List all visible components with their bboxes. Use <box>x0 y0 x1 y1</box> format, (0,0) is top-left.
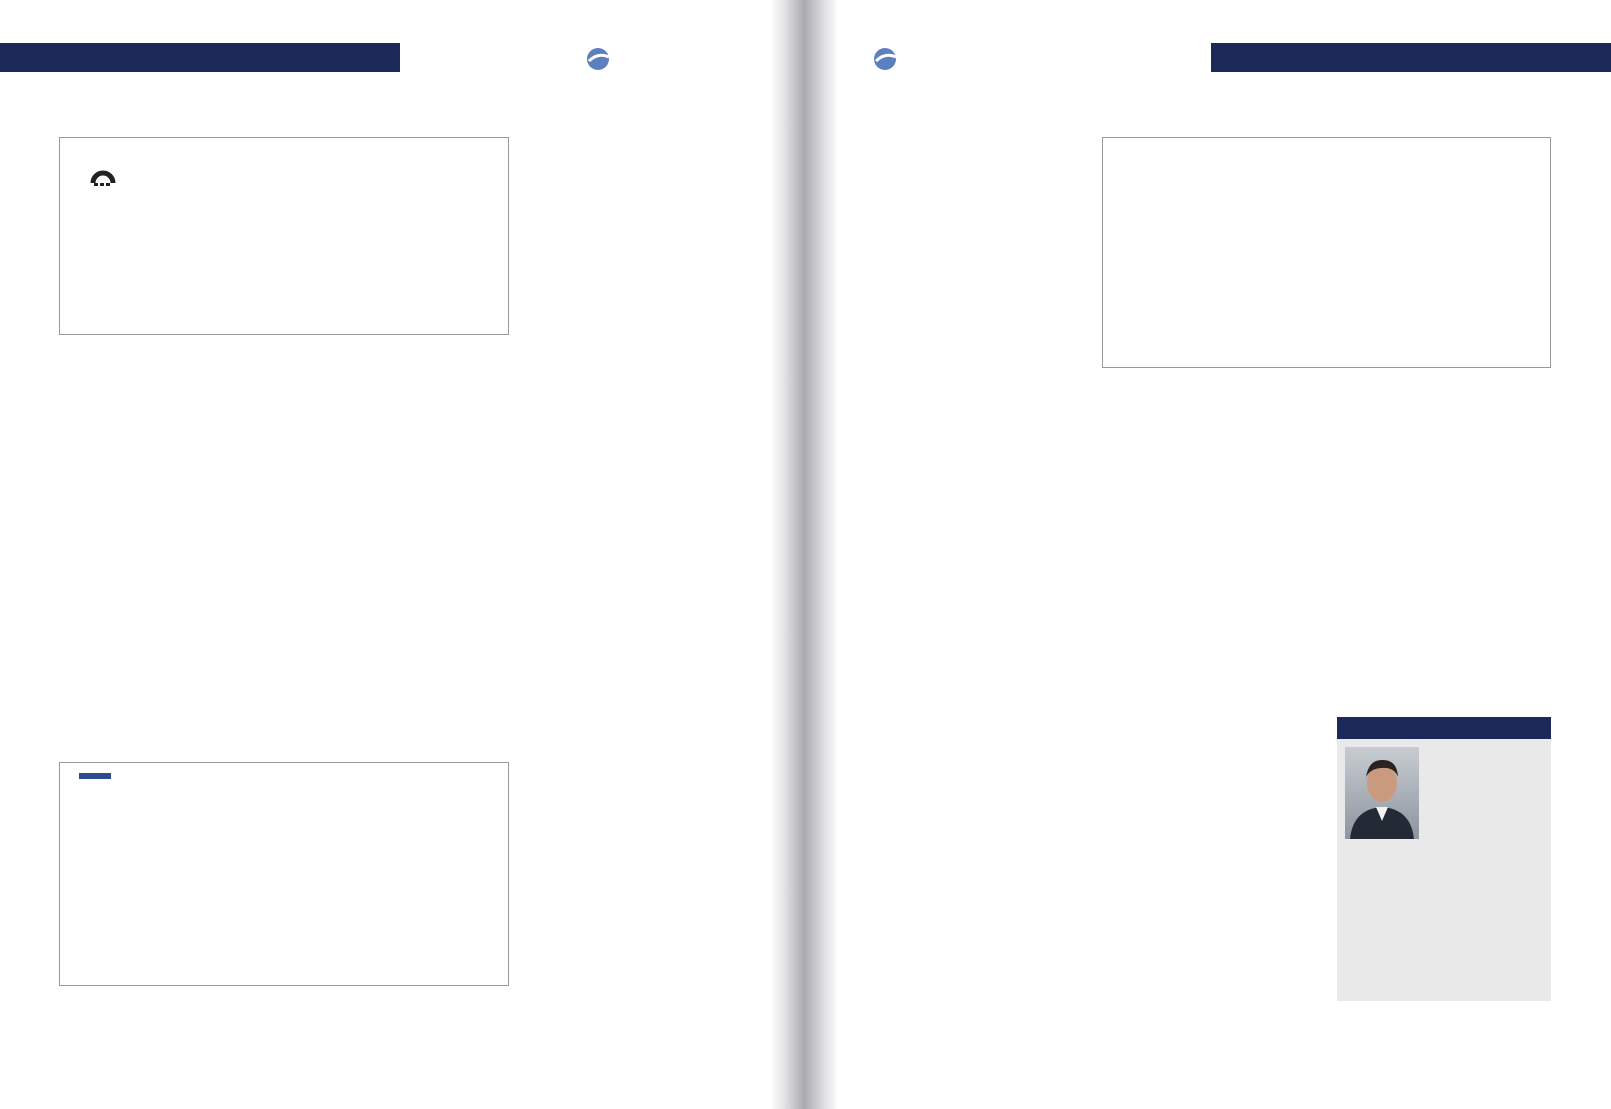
left-header-banner <box>0 43 400 72</box>
right-column-3 <box>1334 403 1549 419</box>
figure-4-risk-profile <box>59 762 509 986</box>
figure-5-departments <box>1102 137 1551 368</box>
author-heading <box>1337 717 1551 739</box>
left-column-3 <box>523 135 739 151</box>
figure-3-risk-intervals <box>59 137 509 335</box>
left-column-1 <box>59 372 275 388</box>
gauge-icon <box>90 166 116 186</box>
zoll-export-logo-icon <box>872 46 898 72</box>
author-photo <box>1345 747 1419 839</box>
right-header-banner <box>1211 43 1611 72</box>
right-logo <box>872 42 902 76</box>
left-logo <box>585 42 615 76</box>
risk-scale-header <box>78 166 128 197</box>
left-page <box>0 0 770 1109</box>
right-column-2 <box>1102 403 1317 417</box>
figure-6-7-risk-categorization <box>872 710 1292 1000</box>
left-column-2 <box>291 387 507 403</box>
departments-wheel <box>1103 138 1550 367</box>
binding-gutter <box>770 0 838 1109</box>
zoll-export-logo-icon <box>585 46 611 72</box>
right-column-1 <box>872 135 1087 151</box>
spider-chart <box>60 763 508 985</box>
author-box <box>1337 717 1551 1001</box>
author-portrait-icon <box>1345 747 1419 839</box>
